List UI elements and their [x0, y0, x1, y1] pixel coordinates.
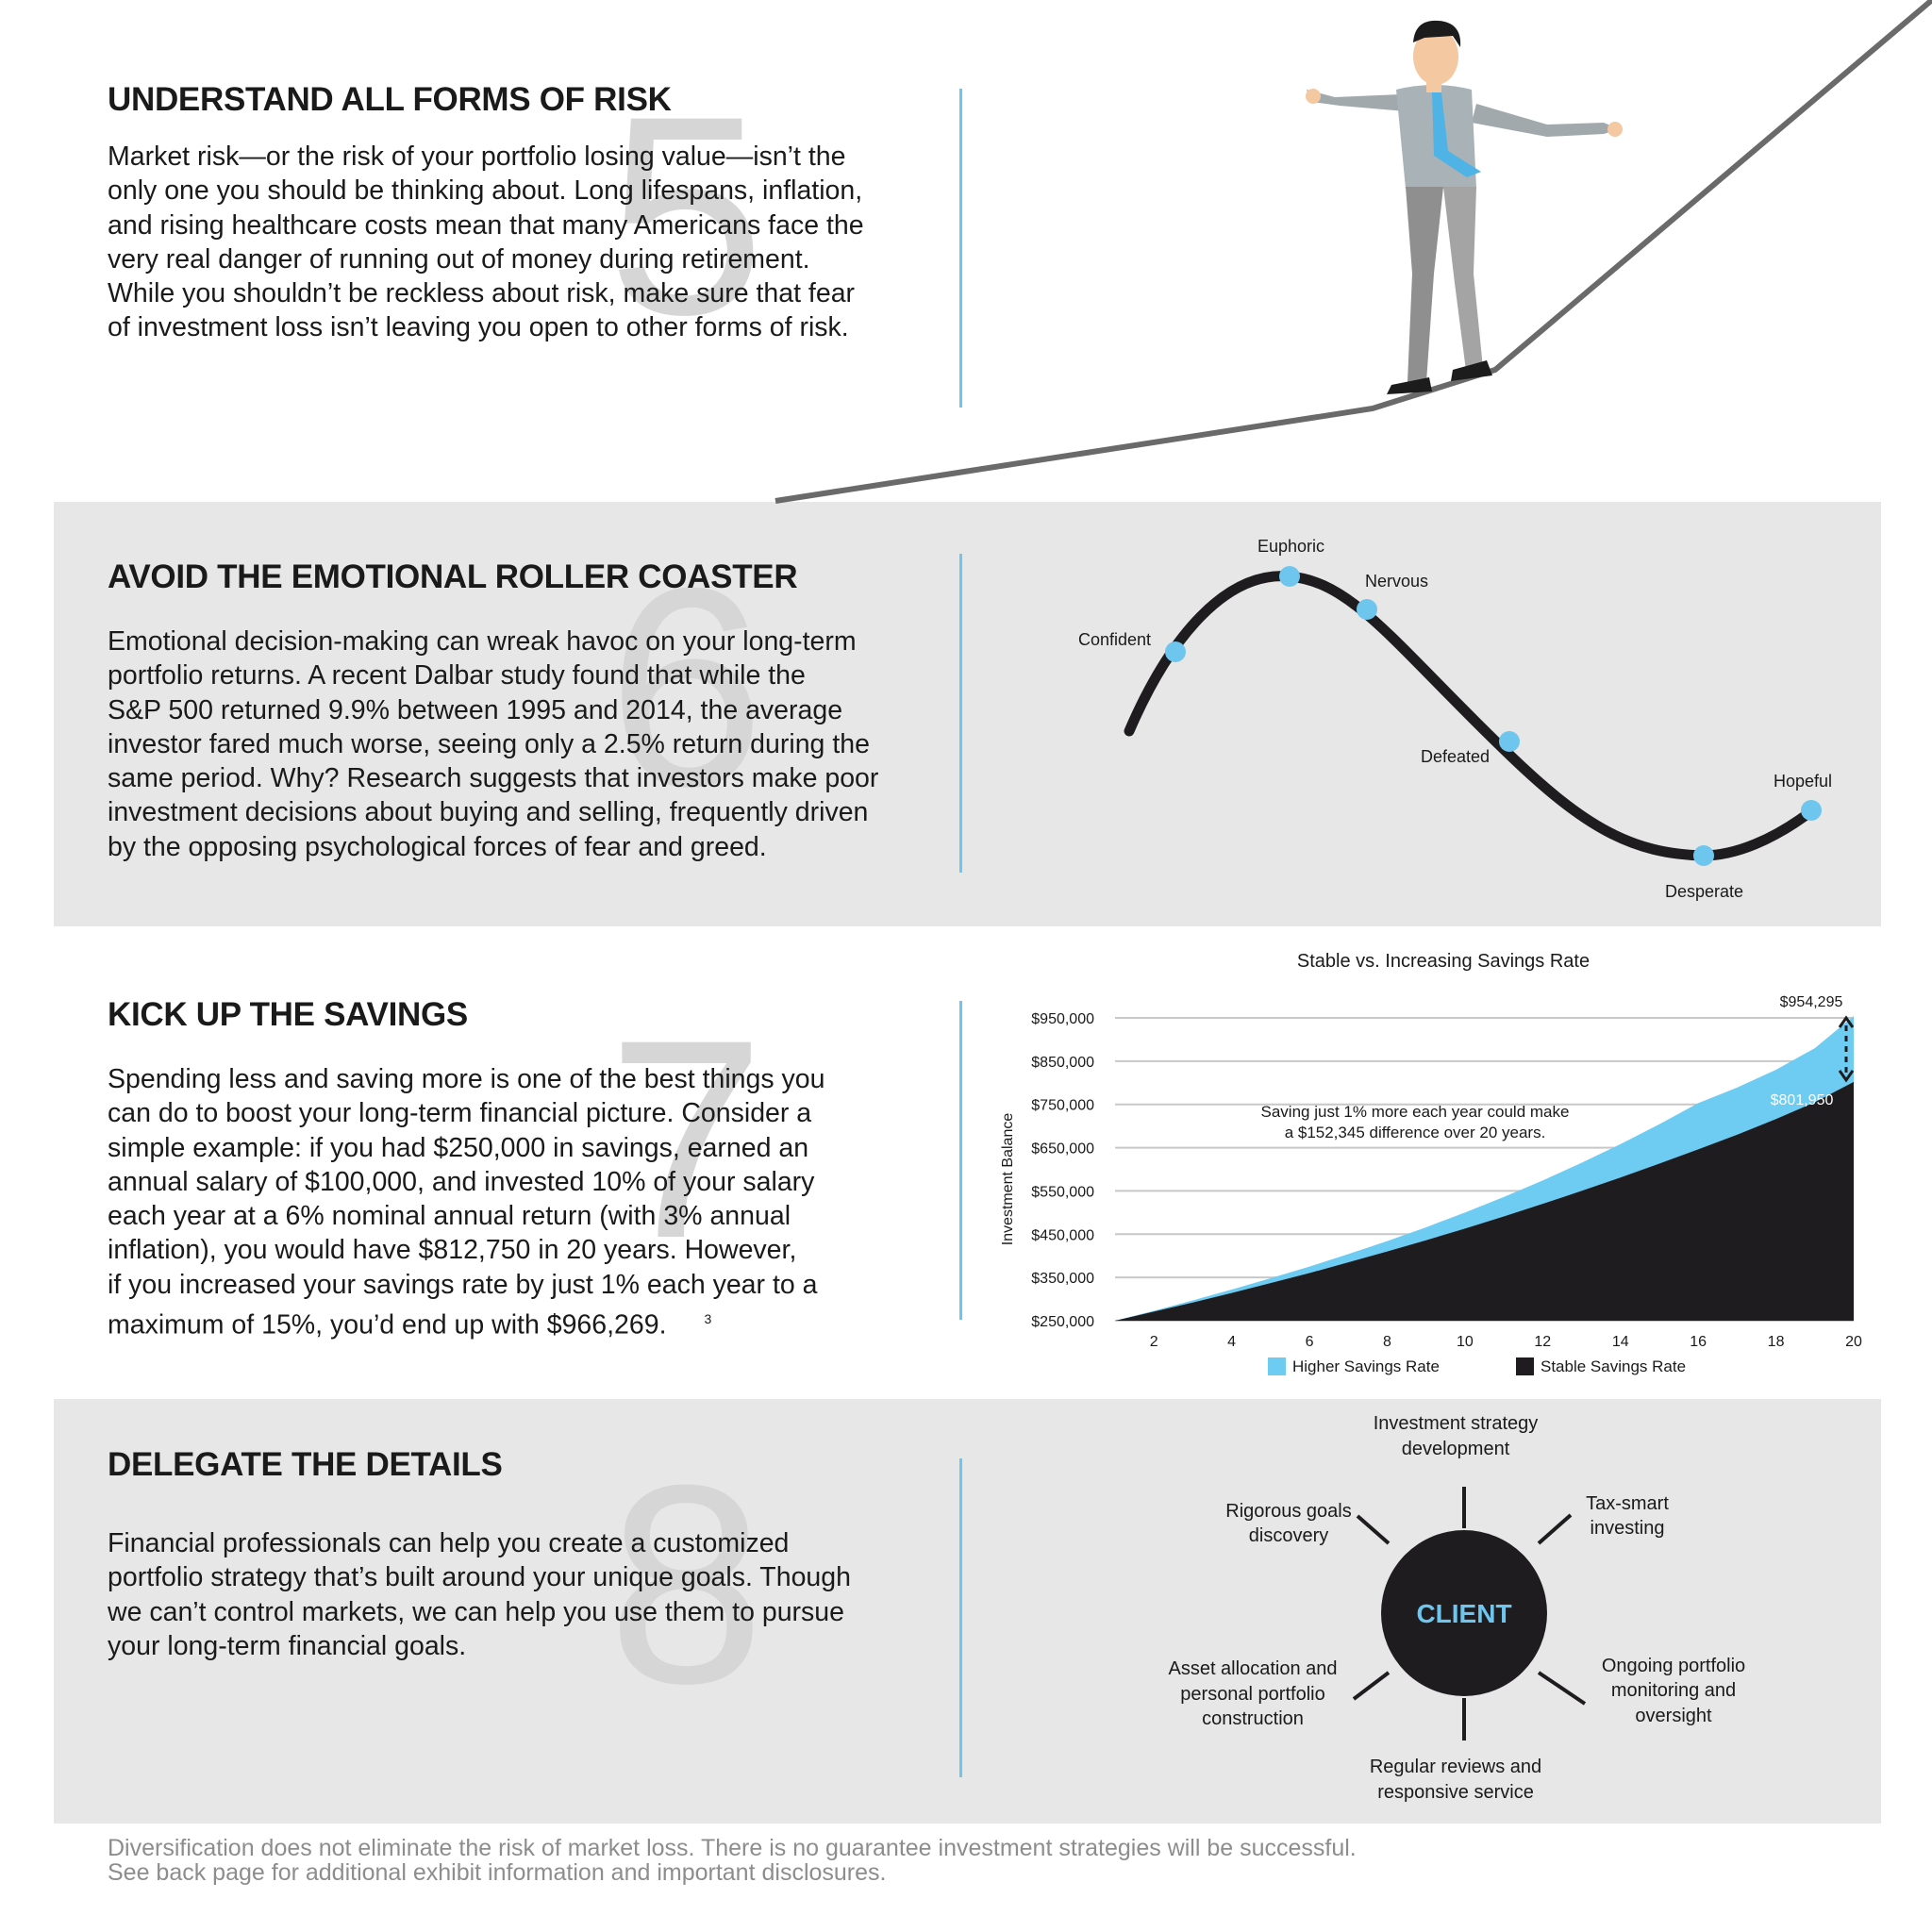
body-line: portfolio returns. A recent Dalbar study found that while the: [108, 660, 806, 691]
section-body: [108, 1526, 919, 1663]
marker-euphoric: [1279, 566, 1300, 587]
x-tick-label: 14: [1611, 1334, 1629, 1350]
legend-label-higher: Higher Savings Rate: [1292, 1357, 1440, 1375]
body-line: we can’t control markets, we can help you use them to pursue: [108, 1596, 844, 1627]
section-number: 5: [608, 57, 765, 374]
end-value-high-label: $954,295: [1779, 994, 1843, 1011]
x-tick-label: 4: [1227, 1334, 1237, 1350]
node-tax-smart-line-1: Tax-smart: [1586, 1493, 1669, 1514]
chart-legend: [1268, 1357, 1686, 1375]
body-line: can do to boost your long-term financial picture. Consider a: [108, 1098, 812, 1129]
node-ongoing-monitoring-line-3: oversight: [1635, 1706, 1712, 1726]
label-hopeful: Hopeful: [1774, 772, 1833, 791]
body-line: Financial professionals can help you create a customized: [108, 1528, 790, 1558]
node-asset-allocation-line-2: personal portfolio: [1180, 1684, 1325, 1705]
y-tick-label: $350,000: [1031, 1271, 1094, 1288]
y-tick-label: $650,000: [1031, 1141, 1094, 1158]
section-heading: UNDERSTAND ALL FORMS OF RISK: [108, 81, 672, 118]
node-rigorous-goals-line-2: discovery: [1248, 1525, 1329, 1546]
marker-nervous: [1357, 599, 1377, 620]
legend-label-stable: Stable Savings Rate: [1541, 1357, 1687, 1375]
emotion-curve-diagram: [1038, 514, 1887, 910]
body-line: of investment loss isn’t leaving you open to other forms of risk.: [108, 312, 849, 343]
section-number: 8: [608, 1425, 765, 1742]
y-tick-label: $550,000: [1031, 1184, 1094, 1201]
marker-hopeful: [1801, 800, 1822, 821]
node-regular-reviews-line-2: responsive service: [1377, 1782, 1534, 1803]
body-line: annual salary of $100,000, and invested 10% of your salary: [108, 1166, 815, 1197]
businessman-figure: [1306, 21, 1623, 394]
body-line: investment decisions about buying and selling, frequently driven: [108, 797, 869, 828]
section-number: 6: [608, 528, 765, 845]
x-tick-label: 12: [1534, 1334, 1552, 1350]
x-tick-label: 8: [1383, 1334, 1391, 1350]
body-line: Market risk—or the risk of your portfolio losing value—isn’t the: [108, 142, 846, 172]
node-ongoing-monitoring-line-1: Ongoing portfolio: [1601, 1656, 1746, 1676]
node-investment-strategy-line-2: development: [1401, 1439, 1510, 1459]
section-heading: AVOID THE EMOTIONAL ROLLER COASTER: [108, 558, 798, 595]
section-kick-up-savings: [108, 980, 919, 1342]
section-divider: [959, 554, 962, 873]
body-line: While you shouldn’t be reckless about risk, make sure that fear: [108, 278, 856, 309]
savings-area-chart: [991, 939, 1877, 1391]
body-line: Spending less and saving more is one of the best things you: [108, 1064, 825, 1094]
x-tick-label: 10: [1456, 1334, 1474, 1350]
emotion-curve: [1129, 576, 1811, 856]
y-tick-labels: [1031, 1011, 1094, 1330]
section-divider: [959, 1458, 962, 1777]
tightrope-line: [775, 0, 1932, 501]
x-tick-label: 6: [1305, 1334, 1314, 1350]
end-value-low-label: $801,950: [1770, 1091, 1834, 1108]
body-line: Emotional decision-making can wreak havoc on your long-term: [108, 626, 857, 657]
x-tick-label: 18: [1767, 1334, 1785, 1350]
section-number: 7: [608, 980, 765, 1297]
node-regular-reviews-line-1: Regular reviews and: [1369, 1757, 1542, 1777]
body-line: same period. Why? Research suggests that investors make poor: [108, 763, 879, 794]
x-tick-labels: [1150, 1334, 1862, 1350]
y-tick-label: $850,000: [1031, 1054, 1094, 1071]
body-line: by the opposing psychological forces of fear and greed.: [108, 831, 767, 862]
y-tick-label: $450,000: [1031, 1227, 1094, 1244]
label-euphoric: Euphoric: [1257, 537, 1325, 556]
body-line: inflation), you would have $812,750 in 20 years. However,: [108, 1235, 797, 1266]
body-line: portfolio strategy that’s built around your unique goals. Though: [108, 1562, 851, 1593]
node-asset-allocation-line-1: Asset allocation and: [1168, 1658, 1338, 1679]
section-body: [108, 140, 919, 345]
section-divider: [959, 1001, 962, 1320]
body-line: and rising healthcare costs mean that many Americans face the: [108, 209, 864, 241]
label-nervous: Nervous: [1365, 572, 1429, 591]
x-tick-label: 20: [1845, 1334, 1862, 1350]
node-rigorous-goals-line-1: Rigorous goals: [1225, 1501, 1352, 1522]
body-line-text: maximum of 15%, you’d end up with $966,269.: [108, 1309, 667, 1341]
node-ongoing-monitoring-line-2: monitoring and: [1610, 1680, 1737, 1701]
node-tax-smart-line-2: investing: [1590, 1518, 1665, 1539]
body-line: only one you should be thinking about. Long lifespans, inflation,: [108, 175, 863, 207]
body-line: very real danger of running out of money during retirement.: [108, 243, 810, 275]
body-line: S&P 500 returned 9.9% between 1995 and 2014, the average: [108, 694, 843, 725]
legend-swatch-stable: [1516, 1357, 1534, 1375]
client-hub-label: CLIENT: [1416, 1599, 1512, 1628]
section-heading: DELEGATE THE DETAILS: [108, 1446, 503, 1483]
y-tick-label: $750,000: [1031, 1097, 1094, 1114]
marker-defeated: [1499, 731, 1520, 752]
x-tick-label: 2: [1149, 1334, 1158, 1350]
node-asset-allocation-line-3: construction: [1202, 1708, 1304, 1729]
marker-confident: [1165, 641, 1186, 662]
body-line: each year at a 6% nominal annual return (with 3% annual: [108, 1201, 791, 1232]
label-confident: Confident: [1078, 630, 1152, 649]
body-line: if you increased your savings rate by just 1% each year to a: [108, 1269, 818, 1300]
marker-desperate: [1693, 845, 1714, 866]
x-tick-label: 16: [1690, 1334, 1707, 1350]
node-investment-strategy-line-1: Investment strategy: [1373, 1413, 1539, 1434]
label-desperate: Desperate: [1665, 882, 1744, 901]
section-body: [108, 1062, 919, 1342]
body-line: your long-term financial goals.: [108, 1630, 467, 1661]
section-emotional-roller-coaster: [108, 528, 919, 864]
footnote-marker: 3: [704, 1311, 712, 1327]
section-delegate-details: [108, 1425, 919, 1742]
client-hub-diagram: [1132, 1406, 1792, 1821]
chart-note-line-1: Saving just 1% more each year could make: [1260, 1103, 1570, 1121]
legend-swatch-higher: [1268, 1357, 1286, 1375]
body-line: investor fared much worse, seeing only a 2.5% return during the: [108, 728, 870, 759]
disclaimer-line-2: See back page for additional exhibit information and important disclosures.: [108, 1859, 887, 1886]
disclaimer-line-1: Diversification does not eliminate the risk of market loss. There is no guarantee investment strategies will be successful.: [108, 1835, 1357, 1861]
y-tick-label: $950,000: [1031, 1011, 1094, 1027]
disclaimer-footer: [108, 1836, 1357, 1885]
y-tick-label: $250,000: [1031, 1314, 1094, 1330]
section-heading: KICK UP THE SAVINGS: [108, 996, 468, 1033]
body-line: simple example: if you had $250,000 in savings, earned an: [108, 1132, 809, 1163]
chart-note-line-2: a $152,345 difference over 20 years.: [1284, 1124, 1546, 1141]
y-axis-label: Investment Balance: [1000, 1112, 1016, 1246]
label-defeated: Defeated: [1421, 747, 1491, 766]
chart-title: Stable vs. Increasing Savings Rate: [1296, 951, 1591, 972]
section-body: [108, 625, 919, 864]
body-line: [108, 1302, 919, 1342]
